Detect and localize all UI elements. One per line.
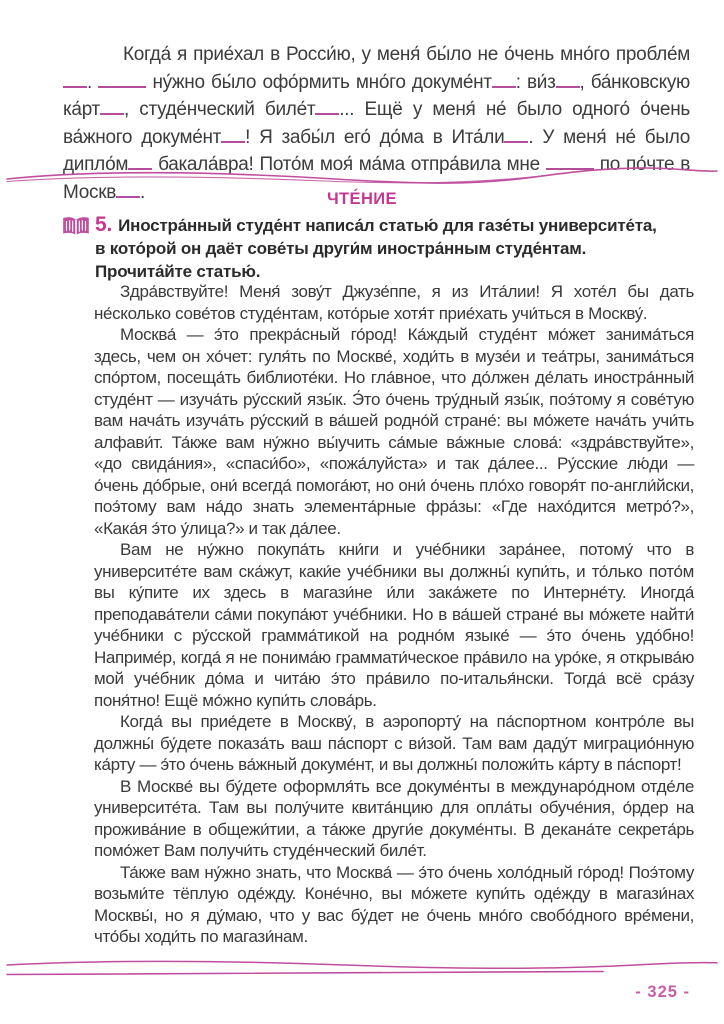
fill-in-exercise-paragraph: Когда́ я прие́хал в Росси́ю, у меня́ бы́ло не о́чень мно́го пробле́м. ну́жно бы́ло офо́рмить мно́го докуме́нт : ви́з , ба́нковскую ка́рт , студе́нческий биле́т ... Ещё у меня́ не́ было одного́ о́чень ва́жного докуме́нт ! Я забы́л его́ до́ма в Ита́ли . У меня́ не́ было дипло́м бакала́вра! Пото́м моя́ ма́ма отпра́вила мне по по́чте в Москв . <box>63 44 691 203</box>
answer-blank <box>315 97 339 115</box>
answer-blank <box>492 69 516 87</box>
open-book-icon <box>61 215 91 238</box>
reading-paragraph: Та́кже вам ну́жно знать, что Москва́ — э́то о́чень холо́дный го́род! Поэ́тому возьми́те тёплую оде́жду. Коне́чно, вы мо́жете купи́ть оде́жду в магази́нах Москвы́, но я ду́маю, что у вас бу́дет не о́чень мно́го свобо́дного вре́мени, что́бы ходи́ть по магази́нам. <box>94 862 694 946</box>
exercise-number: 5. <box>95 213 113 236</box>
exercise-5-header <box>61 213 691 283</box>
answer-blank <box>504 124 528 142</box>
section-title-reading: ЧТЕ́НИЕ <box>327 190 397 208</box>
reading-paragraph: В Москве́ вы бу́дете оформля́ть все докуме́нты в междунаро́дном отде́ле университе́та. Там вы полу́чите квита́нцию для опла́ты обуче́ния, о́рдер на прожива́ние в общежи́тии, а та́кже други́е докуме́нты. В декана́те секрета́рь помо́жет Вам получи́ть студе́нческий биле́т. <box>94 776 694 860</box>
answer-blank <box>556 69 580 87</box>
answer-blank <box>98 69 146 87</box>
reading-paragraph: Вам не ну́жно покупа́ть кни́ги и уче́бники зара́нее, потому́ что в университе́те вам ска́жут, каки́е уче́бники вы должны́ купи́ть, и то́лько пото́м вы ку́пите их здесь в магази́не и́ли зака́жете по Интерне́ту. Иногда́ преподава́тели са́ми покупа́ют уче́бники. Но в ва́шей стране́ вы мо́жете найти́ уче́бники с ру́сской грамма́тикой на родно́м языке́ — э́то о́чень удо́бно! Наприме́р, когда́ я не понима́ю граммати́ческое пра́вило на уро́ке, я открыва́ю мой уче́бник до́ма и чита́ю э́то пра́вило по-италья́нски. Тогда́ всё сра́зу поня́тно! Ещё мо́жно купи́ть слова́рь. <box>94 540 694 710</box>
exercise-5-instruction <box>95 213 691 283</box>
answer-blank <box>100 97 124 115</box>
instruction-line: Прочита́йте статью́. <box>95 262 261 281</box>
answer-blank <box>221 124 245 142</box>
instruction-line: Иностра́нный студе́нт написа́л статью́ для газе́ты университе́та, <box>118 216 657 235</box>
section-divider-top <box>5 164 719 190</box>
reading-paragraph: Здра́вствуйте! Меня́ зову́т Джузе́ппе, я из Ита́лии! Я хоте́л бы дать не́сколько сове́тов студе́нтам, кото́рые хотя́т прие́хать учи́ться в Москву́. <box>94 282 694 323</box>
answer-blank <box>63 69 87 87</box>
reading-passage <box>94 281 694 948</box>
page-number: - 325 - <box>635 983 690 1001</box>
section-divider-bottom <box>5 956 719 982</box>
instruction-line: в кото́рой он даёт сове́ты други́м иностра́нным студе́нтам. <box>95 239 587 258</box>
reading-paragraph: Москва́ — э́то прекра́сный го́род! Ка́ждый студе́нт мо́жет занима́ться здесь, чем он хо́чет: гуля́ть по Москве́, ходи́ть в музе́и и теа́тры, занима́ться спо́ртом, посеща́ть библиоте́ки. Но гла́вное, что до́лжен де́лать иностра́нный студе́нт — изуча́ть ру́сский язы́к. Э́то о́чень тру́дный язы́к, поэ́тому я сове́тую вам нача́ть изуча́ть ру́сский в ва́шей родно́й стране́: вы мо́жете нача́ть учи́ть алфави́т. Та́кже вам ну́жно вы́учить са́мые ва́жные слова́: «здра́вствуйте», «до свида́ния», «спаси́бо», «пожа́луйста» и так да́лее... Ру́сские лю́ди — о́чень до́брые, они́ всегда́ помога́ют, но они́ о́чень пло́хо говоря́т по-англи́йски, поэ́тому вам на́до знать элемента́рные фра́зы: «Где нахо́дится метро́?», «Кака́я э́то у́лица?» и так да́лее. <box>94 325 694 538</box>
reading-paragraph: Когда́ вы прие́дете в Москву́, в аэропорту́ на па́спортном контро́ле вы должны́ бу́дете показа́ть ваш па́спорт с ви́зой. Там вам даду́т миграцио́нную ка́рту — э́то о́чень ва́жный докуме́нт, и вы должны́ положи́ть ка́рту в па́спорт! <box>94 712 694 774</box>
